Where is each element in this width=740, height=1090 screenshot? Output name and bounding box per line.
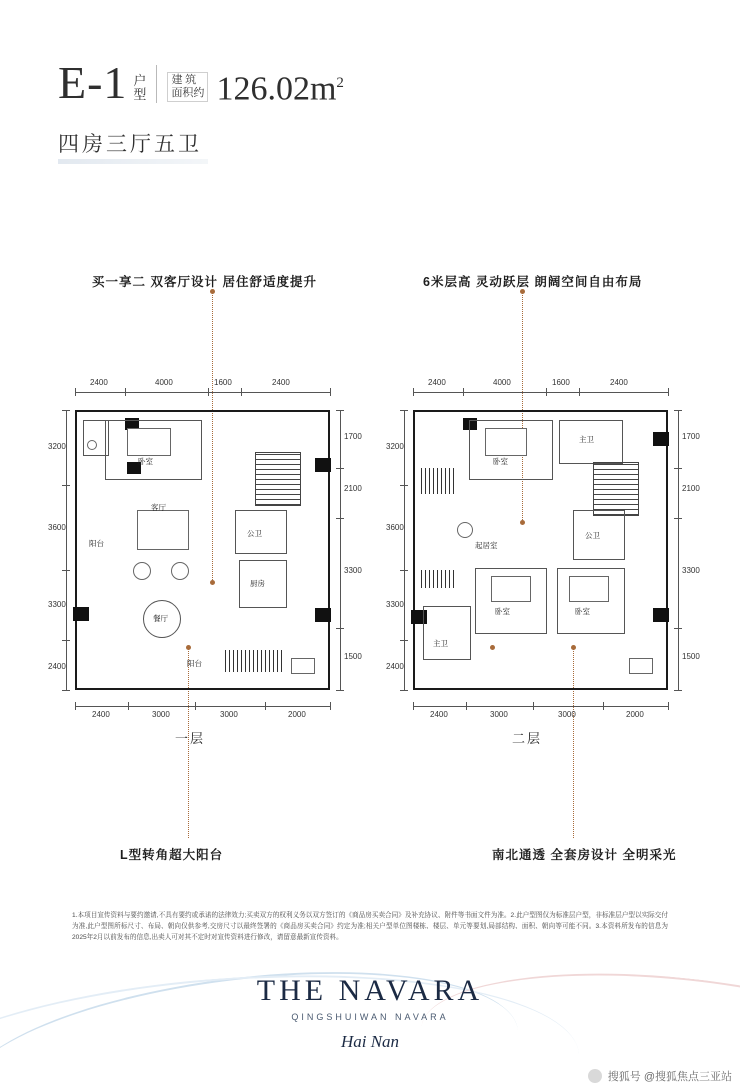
floor2-dim-top-0: 2400 (428, 378, 446, 387)
watermark-text: 搜狐号 @搜狐焦点三亚站 (607, 1071, 732, 1083)
page-header (58, 57, 344, 158)
watermark (588, 1068, 732, 1084)
floor2-dim-right-2: 3300 (682, 566, 700, 575)
floor1-dim-top-0: 2400 (90, 378, 108, 387)
floor2-dim-left-0: 3200 (386, 442, 404, 451)
floor2-room-label-bedroom-mid: 卧室 (495, 607, 510, 616)
floor2-ac-unit (629, 658, 653, 674)
area-tag-line2: 面积约 (171, 87, 205, 99)
floor1-dim-right-3: 1500 (344, 652, 362, 661)
floor1-dim-right-2: 3300 (344, 566, 362, 575)
floor2-dim-bottom-1: 3000 (490, 710, 508, 719)
floor2-room-master-bath-lower (423, 606, 471, 660)
floor2-dim-left-3: 2400 (386, 662, 404, 671)
floor2-dim-right-1: 2100 (682, 484, 700, 493)
floor2-dim-bottom-3: 2000 (626, 710, 644, 719)
watermark-bubble-icon (588, 1069, 602, 1083)
floor1-room-label-dining: 餐厅 (153, 614, 168, 623)
floor1-staircase (255, 452, 301, 506)
unit-type-label (133, 74, 146, 102)
footer (0, 960, 740, 1090)
area-unit-superscript: 2 (336, 74, 344, 91)
area-tag-line1: 建 筑 (171, 74, 197, 86)
floor1-room-label-balcony-left: 阳台 (89, 539, 104, 548)
floor1-sofa-tv-unit (137, 510, 189, 550)
leader-dot-top-left (210, 289, 215, 294)
floor1-dim-left-1: 3600 (48, 523, 66, 532)
floor1-room-label-public-bath: 公卫 (247, 529, 262, 538)
floor2-column-3 (653, 608, 669, 622)
floor1-dim-top-1: 4000 (155, 378, 173, 387)
floor1-dim-top-3: 2400 (272, 378, 290, 387)
caption-top-right: 6米层高 灵动跃层 朗阔空间自由布局 (423, 275, 643, 289)
floor1-dim-left-2: 3300 (48, 600, 66, 609)
floor1-column-3 (73, 607, 89, 621)
floor2-room-label-master-bath: 主卫 (579, 435, 594, 444)
floor2-bed-right (569, 576, 609, 602)
floor1-dim-bottom-0: 2400 (92, 710, 110, 719)
floor2-dim-right-3: 1500 (682, 652, 700, 661)
floor1-balcony-railing (225, 650, 283, 672)
area-number: 126.02m (216, 70, 337, 107)
floor1-dim-top-2: 1600 (214, 378, 232, 387)
floor1-ac-unit (291, 658, 315, 674)
caption-bottom-left: L型转角超大阳台 (120, 848, 224, 862)
floor1-armchair-2 (171, 562, 189, 580)
area-tag (167, 72, 208, 102)
floor2-dim-right-0: 1700 (682, 432, 700, 441)
floor1-dim-right-1: 2100 (344, 484, 362, 493)
room-count: 四房三厅五卫 (58, 128, 202, 158)
disclaimer-text: 1.本项目宣传资料与要约邀请,不具有要约或承诺的法律效力;买卖双方的权利义务以双方签订的《商品房买卖合同》及补充协议、附件等书面文件为准。2.此户型图仅为标准层户型，非标准层户型以实际交付为准,此户型图所标尺寸、布局、朝向仅供参考,交房尺寸以最终签署的《商品房买卖合同》约定为准;相关户型单位图楼栋、楼层、单元等要划,局部结构、面积、朝向等可能不同。3.本资料所发布的信息为2025年2月以前发布的信息,出卖人可对其不定时对宣传资料进行修改，请留意最新宣传资料。 (72, 912, 668, 941)
brand-name: THE NAVARA (256, 974, 484, 1007)
floor1-dim-left-0: 3200 (48, 442, 66, 451)
floor2-plan (413, 410, 668, 690)
floor2-dim-left-2: 3300 (386, 600, 404, 609)
area-value (216, 66, 343, 106)
floor2-dim-bottom-0: 2400 (430, 710, 448, 719)
floor1-bed (127, 428, 171, 456)
floor1-room-label-bedroom: 卧室 (138, 457, 153, 466)
floor1-column-5 (315, 608, 331, 622)
floor2-room-label-bedroom-right: 卧室 (575, 607, 590, 616)
floor2-column-2 (653, 432, 669, 446)
unit-code: E-1 (58, 57, 128, 108)
floor1-plan (75, 410, 330, 690)
floor1-dim-bottom-2: 3000 (220, 710, 238, 719)
floor1-room-bath-small (83, 420, 109, 456)
floor2-room-label-bedroom-top: 卧室 (493, 457, 508, 466)
floor1-room-label-balcony-bottom: 阳台 (187, 659, 202, 668)
floor1-room-label-kitchen: 厨房 (250, 579, 265, 588)
floor2-label: 二层 (512, 731, 543, 746)
floor1-dim-bottom-1: 3000 (152, 710, 170, 719)
floor1-dim-right-0: 1700 (344, 432, 362, 441)
header-divider (156, 65, 157, 103)
floor1-dim-left-3: 2400 (48, 662, 66, 671)
floor1-armchair-1 (133, 562, 151, 580)
unit-type-label-line1: 户 (133, 73, 147, 88)
floor2-room-label-sitting: 起居室 (475, 541, 498, 550)
floor2-dim-top-1: 4000 (493, 378, 511, 387)
floor2-room-label-master-bath-lower: 主卫 (433, 639, 448, 648)
floor2-staircase (593, 462, 639, 516)
brand-location: Hai Nan (340, 1032, 400, 1051)
floor2-bed-mid (491, 576, 531, 602)
floor1-toilet-icon (87, 440, 97, 450)
floor2-dim-top-2: 1600 (552, 378, 570, 387)
floor1-label: 一层 (175, 731, 206, 746)
floor2-dim-left-1: 3600 (386, 523, 404, 532)
floor2-dim-top-3: 2400 (610, 378, 628, 387)
floor2-bed-top (485, 428, 527, 456)
floor1-dim-bottom-3: 2000 (288, 710, 306, 719)
floor2-balcony-railing-left (421, 468, 455, 494)
unit-type-label-line2: 型 (133, 87, 147, 102)
caption-bottom-right: 南北通透 全套房设计 全明采光 (492, 848, 677, 862)
floor2-plant-icon (457, 522, 473, 538)
floor1-room-label-living: 客厅 (151, 503, 166, 512)
leader-dot-top-right (520, 289, 525, 294)
floor2-room-label-public-bath: 公卫 (585, 531, 600, 540)
brand-subtitle: QINGSHUIWAN NAVARA (291, 1012, 449, 1022)
caption-top-left: 买一享二 双客厅设计 居住舒适度提升 (92, 275, 317, 289)
floor2-dim-bottom-2: 3000 (558, 710, 576, 719)
floor1-column-4 (315, 458, 331, 472)
floor2-railing-left-lower (421, 570, 455, 588)
